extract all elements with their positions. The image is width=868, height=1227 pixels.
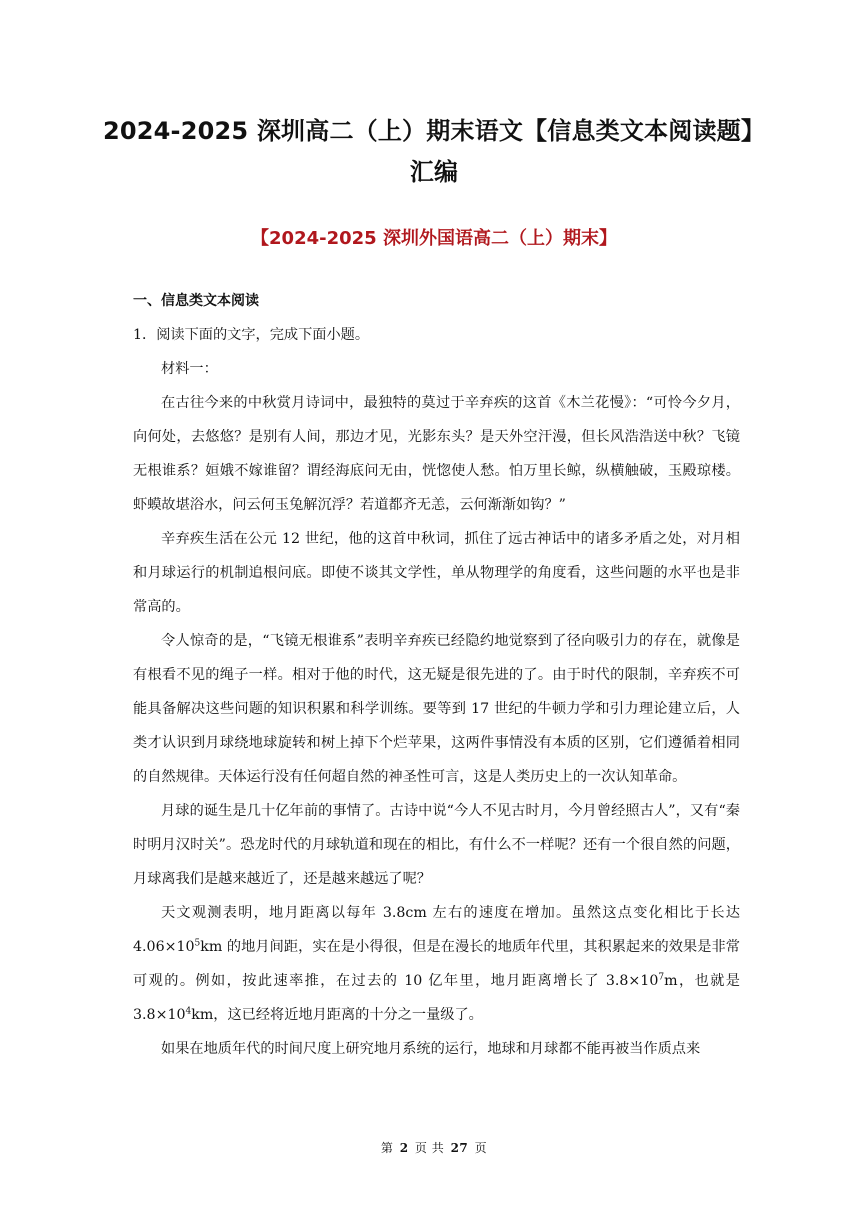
question-intro: 1．阅读下面的文字，完成下面小题。: [133, 327, 370, 343]
paragraph: 在古往今来的中秋赏月诗词中，最独特的莫过于辛弃疾的这首《木兰花慢》：“可怜今夕月，向何处，去悠悠？是别有人间，那边才见，光影东头？是天外空汗漫，但长风浩浩送中秋？飞镜无根谁系？姮娥不嫁谁留？谓经海底问无由，恍惚使人愁。怕万里长鲸，纵横触破，玉殿琼楼。虾蟆故堪浴水，问云何玉兔解沉浮？若道都齐无恙，云何渐渐如钩？”: [133, 395, 740, 513]
paragraph-text: km，这已经将近地月距离的十分之一量级了。: [191, 1007, 483, 1023]
document-title-line2: 汇编: [409, 158, 459, 186]
paragraph: 月球的诞生是几十亿年前的事情了。古诗中说“今人不见古时月，今月曾经照古人”，又有“秦时明月汉时关”。恐龙时代的月球轨道和现在的相比，有什么不一样呢？还有一个很自然的问题，月球离我们是越来越近了，还是越来越远了呢？: [133, 803, 740, 887]
current-page-number: 2: [399, 1141, 409, 1155]
exponent: 4: [185, 1006, 192, 1017]
document-title-line1: 2024-2025 深圳高二（上）期末语文【信息类文本阅读题】: [102, 117, 766, 145]
exam-source-heading: 【2024-2025 深圳外国语高二（上）期末】: [251, 228, 617, 249]
section-heading: 一、信息类文本阅读: [133, 293, 259, 309]
footer-prefix: 第: [380, 1141, 394, 1155]
document-body: [133, 284, 740, 1066]
footer-middle: 页 共: [414, 1141, 445, 1155]
paragraph-with-exponents: [133, 896, 740, 1032]
paragraph-text: km 的地月间距，实在是小得很，但是在漫长的地质年代里，其积累起来的效果是非常可观的。例如，按此速率推，在过去的 10 亿年里，地月距离增长了 3.8×10: [133, 939, 740, 989]
paragraph: 令人惊奇的是，“飞镜无根谁系”表明辛弃疾已经隐约地觉察到了径向吸引力的存在，就像是有根看不见的绳子一样。相对于他的时代，这无疑是很先进的了。由于时代的限制，辛弃疾不可能具备解决这些问题的知识积累和科学训练。要等到 17 世纪的牛顿力学和引力理论建立后，人类才认识到月球绕地球旋转和树上掉下个烂苹果，这两件事情没有本质的区别，它们遵循着相同的自然规律。天体运行没有任何超自然的神圣性可言，这是人类历史上的一次认知革命。: [133, 633, 740, 785]
paragraph: 如果在地质年代的时间尺度上研究地月系统的运行，地球和月球都不能再被当作质点来: [161, 1041, 701, 1057]
page-footer: [0, 1134, 868, 1162]
paragraph: 辛弃疾生活在公元 12 世纪，他的这首中秋词，抓住了远古神话中的诸多矛盾之处，对月相和月球运行的机制追根问底。即使不谈其文学性，单从物理学的角度看，这些问题的水平也是非常高的。: [133, 531, 740, 615]
material-label: 材料一：: [161, 361, 218, 377]
paragraph-text: m，也就是 3.8×10: [133, 973, 740, 1023]
footer-suffix: 页: [474, 1141, 488, 1155]
paragraph-text: 天文观测表明，地月距离以每年 3.8cm 左右的速度在增加。虽然这点变化相比于长达 4.06×10: [133, 905, 740, 955]
exponent: 5: [194, 938, 201, 949]
exponent: 7: [658, 972, 665, 983]
total-pages-number: 27: [450, 1141, 469, 1155]
